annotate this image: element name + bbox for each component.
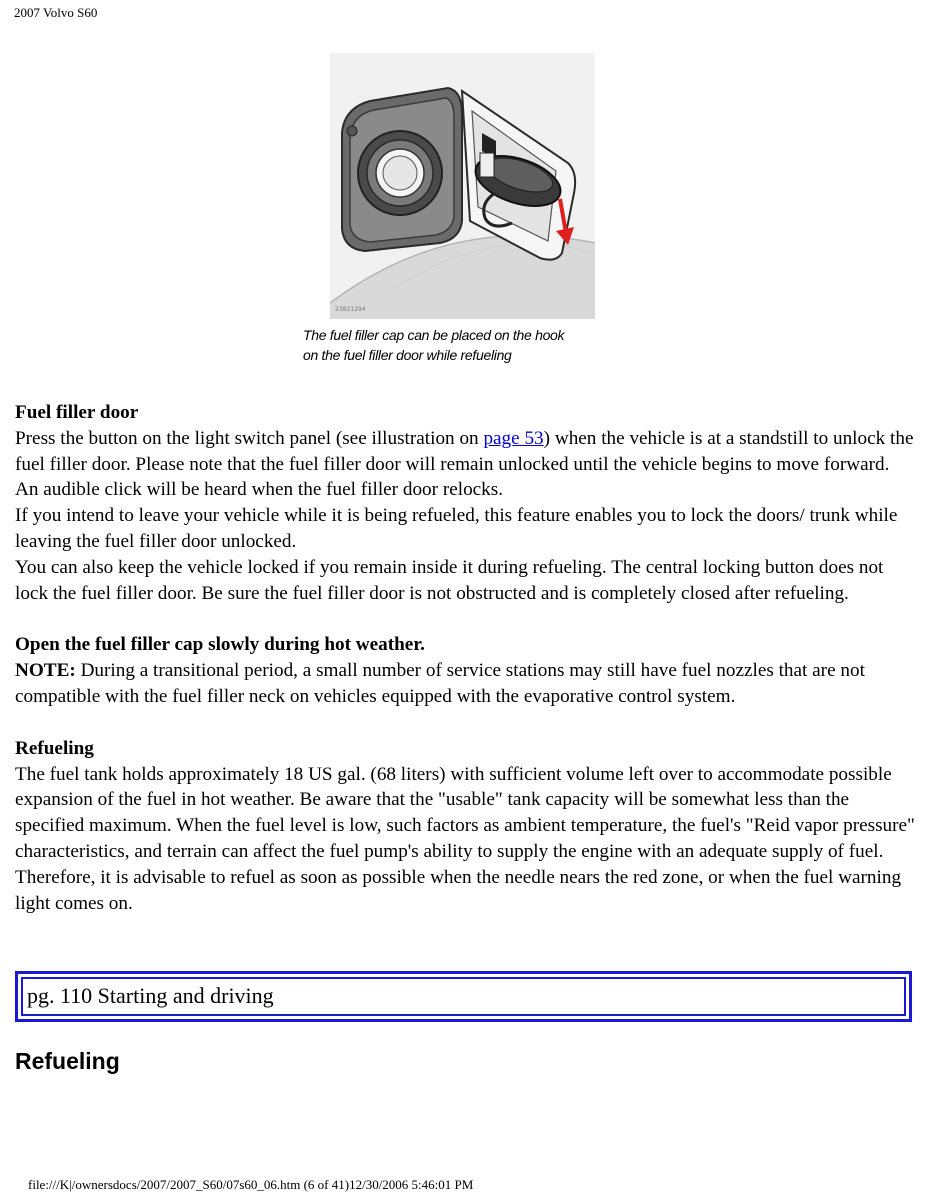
paragraph-unlock-door	[15, 426, 915, 503]
heading-fuel-filler-door: Fuel filler door	[15, 402, 139, 423]
page-reference-label: pg. 110 Starting and driving	[21, 977, 906, 1016]
manual-body	[15, 400, 915, 916]
caption-line-1: The fuel filler cap can be placed on the hook	[303, 327, 565, 343]
page-53-link[interactable]: page 53	[483, 427, 544, 449]
fuel-filler-illustration	[330, 53, 595, 319]
heading-hot-weather: Open the fuel filler cap slowly during hot weather.	[15, 634, 425, 656]
footer-file-path: file:///K|/ownersdocs/2007/2007_S60/07s60_06.htm (6 of 41)12/30/2006 5:46:01 PM	[28, 1177, 474, 1192]
paragraph-leave-vehicle: If you intend to leave your vehicle while it is being refueled, this feature enables you to lock the doors/ trunk while leaving the fuel filler door unlocked.	[15, 505, 898, 552]
section-title-refueling: Refueling	[15, 1048, 120, 1074]
note-text: During a transitional period, a small number of service stations may still have fuel nozzles that are not compatible with the fuel filler neck on vehicles equipped with the evaporative control system.	[15, 660, 865, 707]
fuel-filler-drawing	[330, 53, 595, 319]
paragraph-locked-inside: You can also keep the vehicle locked if you remain inside it during refueling. The central locking button does not lock the fuel filler door. Be sure the fuel filler door is not obstructed and is completely closed after refueling.	[15, 556, 884, 604]
paragraph-tank-capacity: The fuel tank holds approximately 18 US gal. (68 liters) with sufficient volume left over to accommodate possible expansion of the fuel in hot weather. Be aware that the "usable" tank capacity will be somewhat less than the specified maximum. When the fuel level is low, such factors as ambient temperature, the fuel's "Reid vapor pressure" characteristics, and terrain can affect the fuel pump's ability to supply the engine with an adequate supply of fuel. Therefore, it is advisable to refuel as soon as possible when the needle nears the red zone, or when the fuel warning light comes on.	[15, 763, 915, 914]
paragraph-text: Press the button on the light switch panel (see illustration on	[15, 427, 484, 449]
paragraph-text: ) when the vehicle is at a standstill to unlock the fuel filler door. Please note that the fuel filler door will remain unlocked until the vehicle begins to move forward. An audible click will be heard when the fuel filler door relocks.	[15, 427, 914, 501]
paragraph-note	[15, 658, 915, 710]
caption-line-2: on the fuel filler door while refueling	[303, 347, 512, 363]
page-reference-box	[15, 971, 912, 1022]
image-code-label: 23821294	[335, 306, 366, 313]
figure-caption	[303, 325, 633, 365]
heading-refueling: Refueling	[15, 737, 94, 759]
document-header: 2007 Volvo S60	[14, 5, 98, 20]
note-label: NOTE:	[15, 660, 76, 682]
